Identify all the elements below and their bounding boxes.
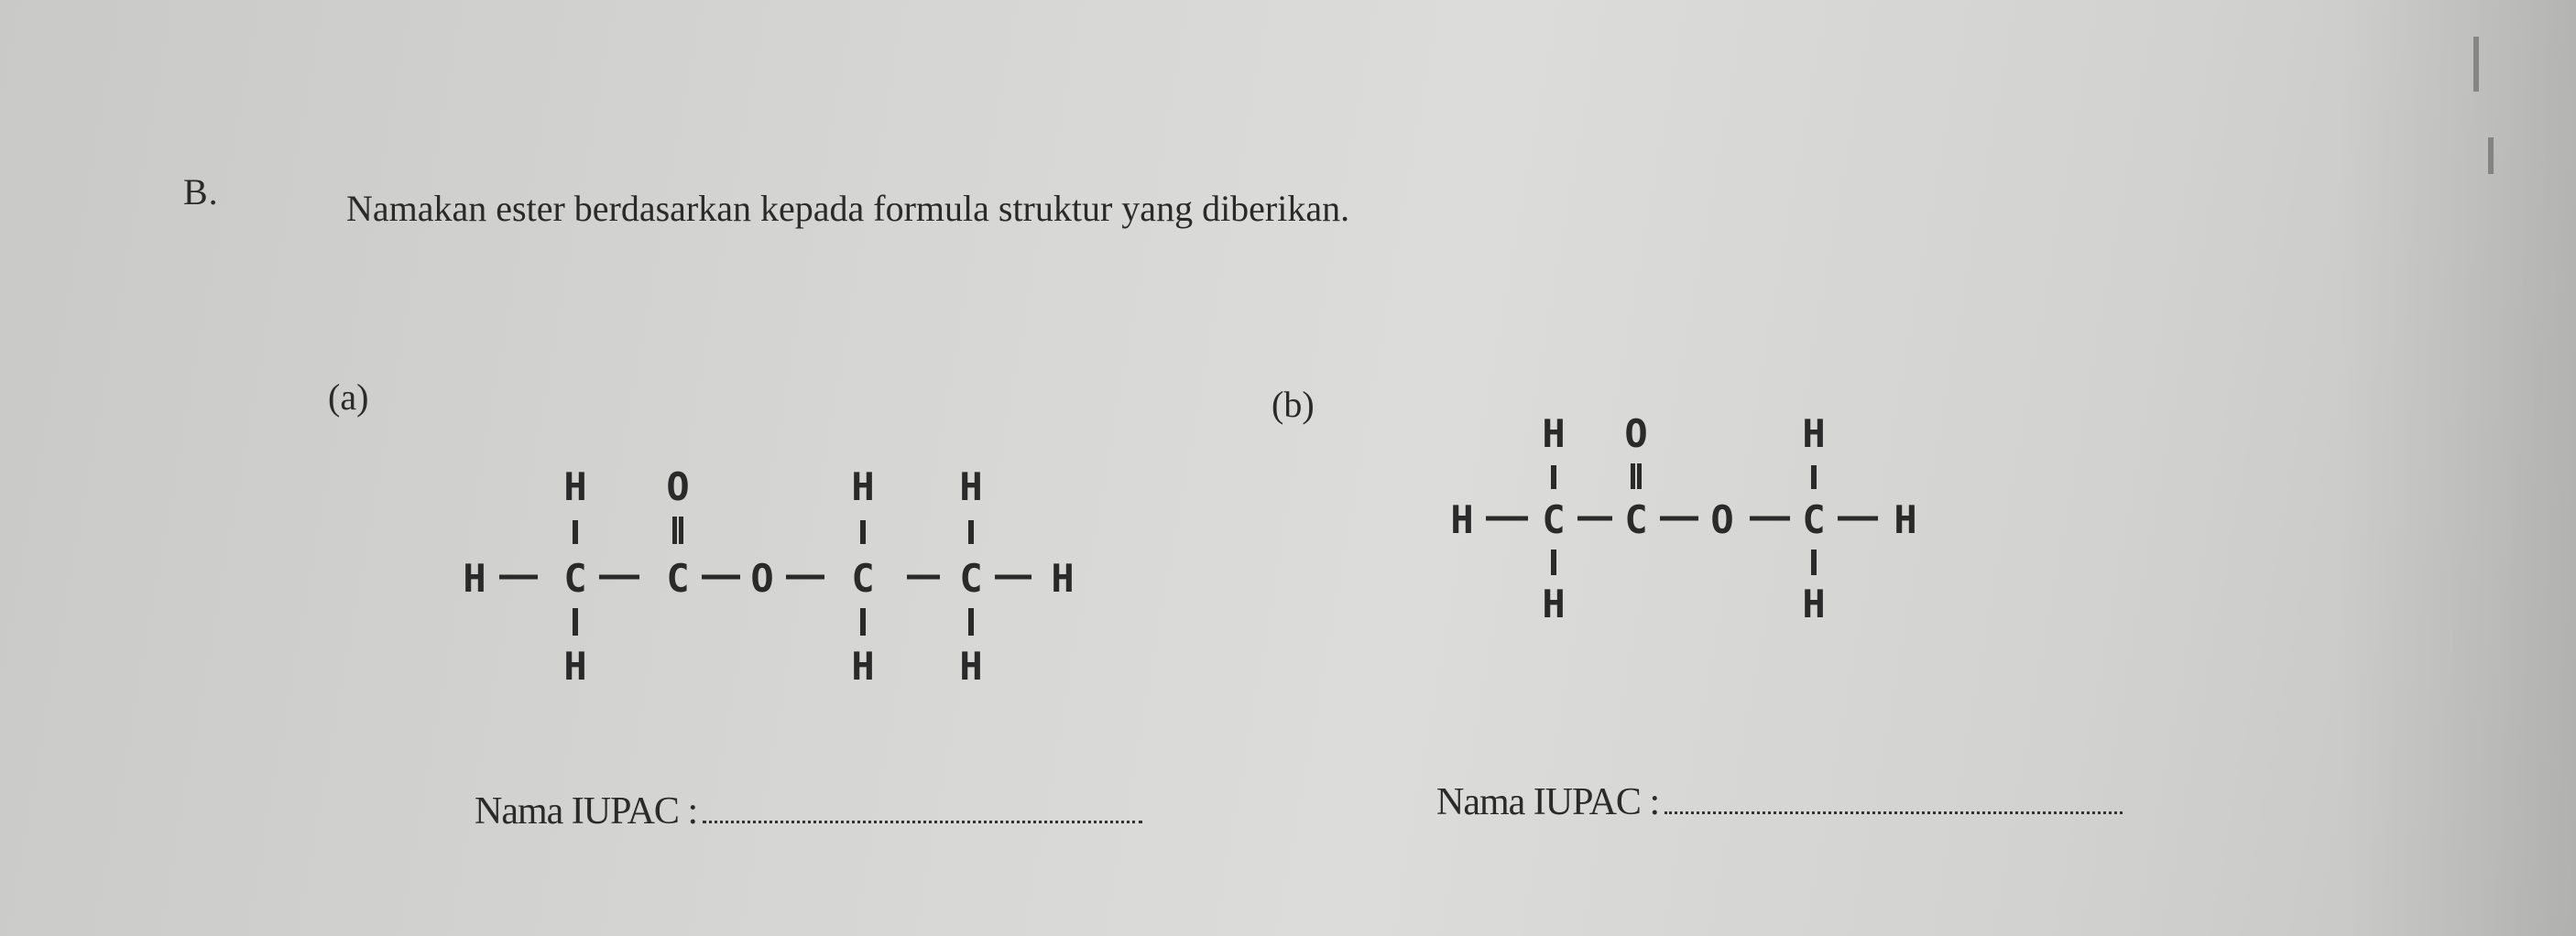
single-bond [599,575,639,580]
atom-h: H [1802,411,1826,456]
question-instruction: Namakan ester berdasarkan kepada formula struktur yang diberikan. [346,188,1350,229]
atom-c: C [666,556,690,601]
answer-line-b [1436,780,2123,824]
single-bond [573,520,578,544]
single-bond [573,608,578,636]
single-bond [1838,517,1878,521]
page-edge-shadow [2338,0,2576,936]
single-bond [499,575,538,580]
margin-mark [2488,137,2494,174]
single-bond [1486,517,1528,521]
atom-h: H [1894,497,1917,542]
single-bond [860,608,866,636]
single-bond [907,575,940,580]
atom-o: O [1624,411,1648,456]
single-bond [968,520,974,544]
atom-h: H [959,464,983,509]
part-a-label: (a) [328,376,369,418]
double-bond [1631,463,1642,489]
atom-c: C [563,556,587,601]
atom-c: C [1624,497,1648,542]
single-bond [1811,550,1817,575]
atom-o: O [750,556,774,601]
single-bond [1750,517,1790,521]
single-bond [995,575,1031,580]
single-bond [968,608,974,636]
atom-h: H [463,556,486,601]
question-label: B. [183,171,219,212]
atom-h: H [1542,411,1566,456]
part-b-label: (b) [1272,384,1315,425]
answer-label-b: Nama IUPAC : [1436,781,1660,823]
answer-line-a [475,789,1142,833]
single-bond [1577,517,1612,521]
single-bond [1811,465,1817,489]
single-bond [1551,550,1556,575]
atom-c: C [959,556,983,601]
atom-h: H [1051,556,1075,601]
atom-h: H [1802,582,1826,626]
margin-mark [2473,37,2479,92]
atom-h: H [1542,582,1566,626]
atom-h: H [563,464,587,509]
atom-h: H [959,644,983,689]
single-bond [702,575,740,580]
answer-label-a: Nama IUPAC : [475,790,698,833]
single-bond [1660,517,1698,521]
answer-blank-b[interactable] [1665,784,2123,814]
atom-o: O [1710,497,1734,542]
atom-h: H [851,644,875,689]
atom-c: C [851,556,875,601]
atom-c: C [1542,497,1566,542]
single-bond [860,520,866,544]
atom-c: C [1802,497,1826,542]
single-bond [786,575,824,580]
atom-h: H [851,464,875,509]
atom-h: H [563,644,587,689]
atom-o: O [666,464,690,509]
double-bond [672,517,683,544]
single-bond [1551,465,1556,489]
atom-h: H [1450,497,1474,542]
answer-blank-a[interactable] [703,793,1142,823]
